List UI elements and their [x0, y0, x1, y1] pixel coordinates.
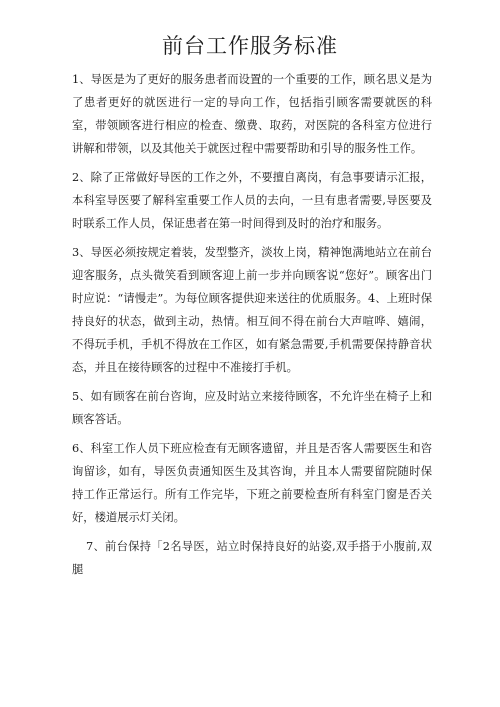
paragraph-2: 2、除了正常做好导医的工作之外，不要擅自离岗，有急事要请示汇报，本科室导医要了解科室重要工作人员的去向，一旦有患者需要,导医要及时联系工作人员，保证患者在第一时间得到及时的治疗和服务。	[72, 171, 432, 230]
paragraph-3: 3、导医必须按规定着装，发型整齐，淡妆上岗，精神饱满地站立在前台迎客服务，点头微笑看到顾客迎上前一步并向顾客说“您好”。顾客出门时应说：“请慢走”。为每位顾客提供迎来送往的优质服务。4、上班时保持良好的状态，做到主动，热情。相互间不得在前台大声喧哗、嬉闹，不得玩手机，手机不得放在工作区，如有紧急需要,手机需要保持静音状态，并且在接待顾客的过程中不准接打手机。	[72, 246, 432, 374]
document-body	[72, 68, 432, 587]
paragraph-1: 1、导医是为了更好的服务患者而设置的一个重要的工作，顾名思义是为了患者更好的就医进行一定的导向工作，包括指引顾客需要就医的科室，带领顾客进行相应的检查、缴费、取药，对医院的各科室方位进行讲解和带领，以及其他关于就医过程中需要帮助和引导的服务性工作。	[72, 73, 432, 155]
paragraph-5: 5、如有顾客在前台咨询，应及时站立来接待顾客，不允许坐在椅子上和顾客答话。	[72, 390, 432, 426]
document-title: 前台工作服务标准	[162, 34, 338, 58]
paragraph-7: 7、前台保持「2名导医，站立时保持良好的站姿,双手搭于小腹前,双腿	[72, 540, 432, 576]
paragraph-6: 6、科室工作人员下班应检查有无顾客遗留，并且是否客人需要医生和咨询留诊，如有，导医负责通知医生及其咨询，并且本人需要留院随时保持工作正常运行。所有工作完毕，下班之前要检查所有科室门窗是否关好，楼道展示灯关闭。	[72, 442, 432, 524]
